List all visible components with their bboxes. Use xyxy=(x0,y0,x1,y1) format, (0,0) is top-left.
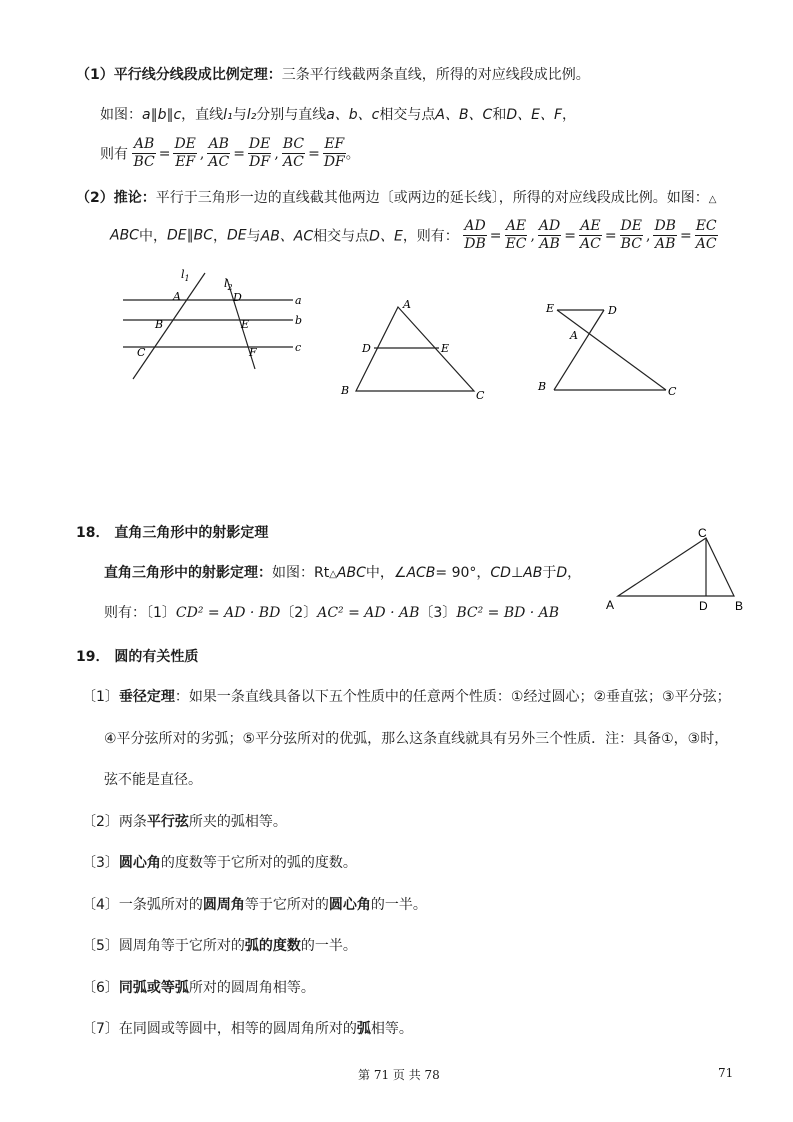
s1-parallel: a∥b∥c xyxy=(142,107,182,123)
triangle-abc xyxy=(356,307,474,391)
frac-ae-ec: $\frac{AE}{EC}$ xyxy=(505,218,527,252)
s1-formula-line: 则有 $\frac{AB}{BC}$ = $\frac{DE}{EF}$ , $\frac{AB}{AC}$ = $\frac{DE}{DF}$ , $\frac{BC}{AC}$ = $\frac{EF}{DF}$ 。 xyxy=(100,136,360,170)
line-l1 xyxy=(133,273,205,379)
s2-comma: ， xyxy=(212,228,227,245)
page-number: 71 xyxy=(718,1066,734,1080)
s19-p3: 〔3〕圆心角的度数等于它所对的弧的度数。 xyxy=(82,855,357,871)
s2-debc: DE∥BC xyxy=(166,227,213,244)
frac-ef-df: $\frac{EF}{DF}$ xyxy=(323,136,345,170)
s19-p7: 〔7〕在同圆或等圆中，相等的圆周角所对的弧相等。 xyxy=(82,1021,413,1037)
label-F: F xyxy=(249,346,257,359)
s1-period: 。 xyxy=(345,146,360,163)
s18-zeyou: 则有： xyxy=(104,605,146,621)
label-B: B xyxy=(538,380,547,393)
label-C: C xyxy=(476,389,485,402)
p1-title: 垂径定理 xyxy=(118,689,175,705)
formula-bc-squared: BC² = BD · AB xyxy=(456,605,560,621)
label-D: D xyxy=(608,304,617,317)
frac-ad-ab: $\frac{AD}{AB}$ xyxy=(538,218,561,252)
s1-l2-mid3: 相交与点 xyxy=(379,107,436,123)
s18-angle: ∠ACB xyxy=(393,565,436,581)
s2-zeyou: ，则有： xyxy=(402,228,459,245)
s2-title: 推论： xyxy=(113,190,156,206)
frac-ab-ac: $\frac{AB}{AC}$ xyxy=(208,136,230,170)
s18-f2-num: 〔2〕 xyxy=(280,605,318,621)
s1-l2-end: ， xyxy=(562,107,577,123)
segment-db xyxy=(554,310,604,390)
s1-pts1: A、B、C xyxy=(435,107,493,123)
s2-line1 xyxy=(76,187,716,207)
frac-ae-ac: $\frac{AE}{AC}$ xyxy=(579,218,601,252)
s1-and: 与 xyxy=(232,107,247,123)
s2-de: DE xyxy=(226,227,247,244)
s18-cd: CD xyxy=(490,565,511,581)
hourglass-triangle-figure xyxy=(532,298,692,403)
label-B: B xyxy=(155,318,164,331)
frac-de-ef: $\frac{DE}{EF}$ xyxy=(174,136,196,170)
label-A: A xyxy=(570,329,578,342)
label-A: A xyxy=(173,290,181,303)
s18-perp: ⊥ xyxy=(510,565,524,581)
segment-ec xyxy=(557,310,666,390)
s1-line1 xyxy=(76,64,590,84)
s1-l2-mid1: ，直线 xyxy=(181,107,224,123)
s18-eq: = 90°， xyxy=(435,565,491,581)
s19-p6: 〔6〕同弧或等弧所对的圆周角相等。 xyxy=(82,980,315,996)
s18-d: D xyxy=(556,565,568,581)
s1-title: 平行线分线段成比例定理： xyxy=(113,67,282,83)
label-b: b xyxy=(295,314,303,327)
p1-text: ：如果一条直线具备以下五个性质中的任意两个性质：①经过圆心；②垂直弦；③平分弦； xyxy=(174,689,731,705)
s2-text: 平行于三角形一边的直线截其他两边〔或两边的延长线〕，所得的对应线段成比例。如图： xyxy=(155,190,709,206)
frac-ec-ac: $\frac{EC}{AC}$ xyxy=(695,218,717,252)
label-E: E xyxy=(441,342,450,355)
label-D: D xyxy=(233,291,242,304)
s18-heading: 18． 直角三角形中的射影定理 xyxy=(76,525,269,541)
s18-end: ， xyxy=(567,565,582,581)
s18-tri: △ xyxy=(329,569,337,580)
s1-l2: l₂ xyxy=(246,107,257,123)
label-a: a xyxy=(295,294,302,307)
s1-number: （1） xyxy=(76,67,114,83)
s19-p5: 〔5〕圆周角等于它所对的弧的度数的一半。 xyxy=(82,938,357,954)
s19-p4: 〔4〕一条弧所对的圆周角等于它所对的圆心角的一半。 xyxy=(82,897,427,913)
formula-ac-squared: AC² = AD · AB xyxy=(317,605,420,621)
s18-pre: 如图：Rt xyxy=(272,565,330,581)
parallel-lines-figure xyxy=(115,265,315,390)
s1-text: 三条平行线截两条直线，所得的对应线段成比例。 xyxy=(281,67,590,83)
s2-abac: AB、AC xyxy=(260,228,314,245)
label-B: B xyxy=(341,384,350,397)
s19-p1-line1 xyxy=(82,686,731,706)
label-B: B xyxy=(735,599,744,613)
s1-pts2: D、E、F xyxy=(506,107,563,123)
label-l1: $l_1$ xyxy=(181,268,190,283)
s18-abc: ABC xyxy=(336,565,366,581)
s18-f3-num: 〔3〕 xyxy=(419,605,457,621)
label-C: C xyxy=(668,385,677,398)
s1-he: 和 xyxy=(492,107,507,123)
s2-tri-symbol: △ xyxy=(708,194,717,205)
s19-p1-line2: ④平分弦所对的劣弧；⑤平分弦所对的优弧，那么这条直线就具有另外三个性质．注：具备①，③时， xyxy=(104,731,729,747)
label-C: C xyxy=(698,526,707,540)
s2-xj: 相交与点 xyxy=(313,228,370,245)
s2-number: （2） xyxy=(76,190,114,206)
frac-bc-ac: $\frac{BC}{AC}$ xyxy=(282,136,305,170)
s1-l2-pre: 如图： xyxy=(100,107,142,123)
label-l2: $l_2$ xyxy=(224,277,233,292)
s2-yu: 与 xyxy=(246,228,261,245)
label-A: A xyxy=(606,598,615,612)
s19-heading: 19． 圆的有关性质 xyxy=(76,649,199,665)
label-D: D xyxy=(362,342,371,355)
formula-cd-squared: CD² = AD · BD xyxy=(175,605,281,621)
s1-abc: a、b、c xyxy=(326,107,380,123)
p1-number: 〔1〕 xyxy=(82,689,119,705)
s19-p1-line3: 弦不能是直径。 xyxy=(104,772,202,788)
label-D: D xyxy=(699,599,708,613)
right-triangle-figure xyxy=(598,524,758,616)
s1-then: 则有 xyxy=(100,146,128,163)
s1-line2 xyxy=(100,104,576,124)
frac-ad-db: $\frac{AD}{DB}$ xyxy=(464,218,486,252)
label-C: C xyxy=(137,346,146,359)
s18-yu: 于 xyxy=(542,565,557,581)
triangle-de-parallel-bc-figure xyxy=(336,297,496,407)
s2-pts: D、E xyxy=(369,228,403,245)
s18-f1-num: 〔1〕 xyxy=(146,605,176,621)
s2-abc: ABC xyxy=(110,227,139,244)
triangle-acb xyxy=(618,538,734,596)
s18-line1 xyxy=(104,562,581,582)
s19-p2: 〔2〕两条平行弦所夹的弧相等。 xyxy=(82,814,287,830)
s18-formulas xyxy=(104,602,559,622)
s2-line2: ABC中，DE∥BC，DE与AB、AC相交与点D、E，则有： $\frac{AD}{DB}$ = $\frac{AE}{EC}$ , $\frac{AD}{AB}$ = $\frac{AE}{AC}$ = $\frac{DE}{BC}$ , $\frac{DB}{AB}$ = $\frac{EC}{AC}$ xyxy=(110,218,717,252)
label-E: E xyxy=(241,318,250,331)
frac-ab-bc: $\frac{AB}{BC}$ xyxy=(133,136,155,170)
page-footer: 第 71 页 共 78 xyxy=(358,1068,440,1082)
s2-zhong: 中， xyxy=(138,228,167,245)
label-c: c xyxy=(295,341,302,354)
s18-ab: AB xyxy=(523,565,543,581)
label-A: A xyxy=(403,298,411,311)
s18-zhong: 中， xyxy=(365,565,394,581)
s1-l2-mid2: 分别与直线 xyxy=(256,107,327,123)
frac-de-df: $\frac{DE}{DF}$ xyxy=(248,136,271,170)
frac-db-ab: $\frac{DB}{AB}$ xyxy=(654,218,676,252)
frac-de-bc: $\frac{DE}{BC}$ xyxy=(620,218,642,252)
s18-title: 直角三角形中的射影定理： xyxy=(104,565,272,581)
s1-l1: l₁ xyxy=(223,107,233,123)
label-E: E xyxy=(546,302,555,315)
